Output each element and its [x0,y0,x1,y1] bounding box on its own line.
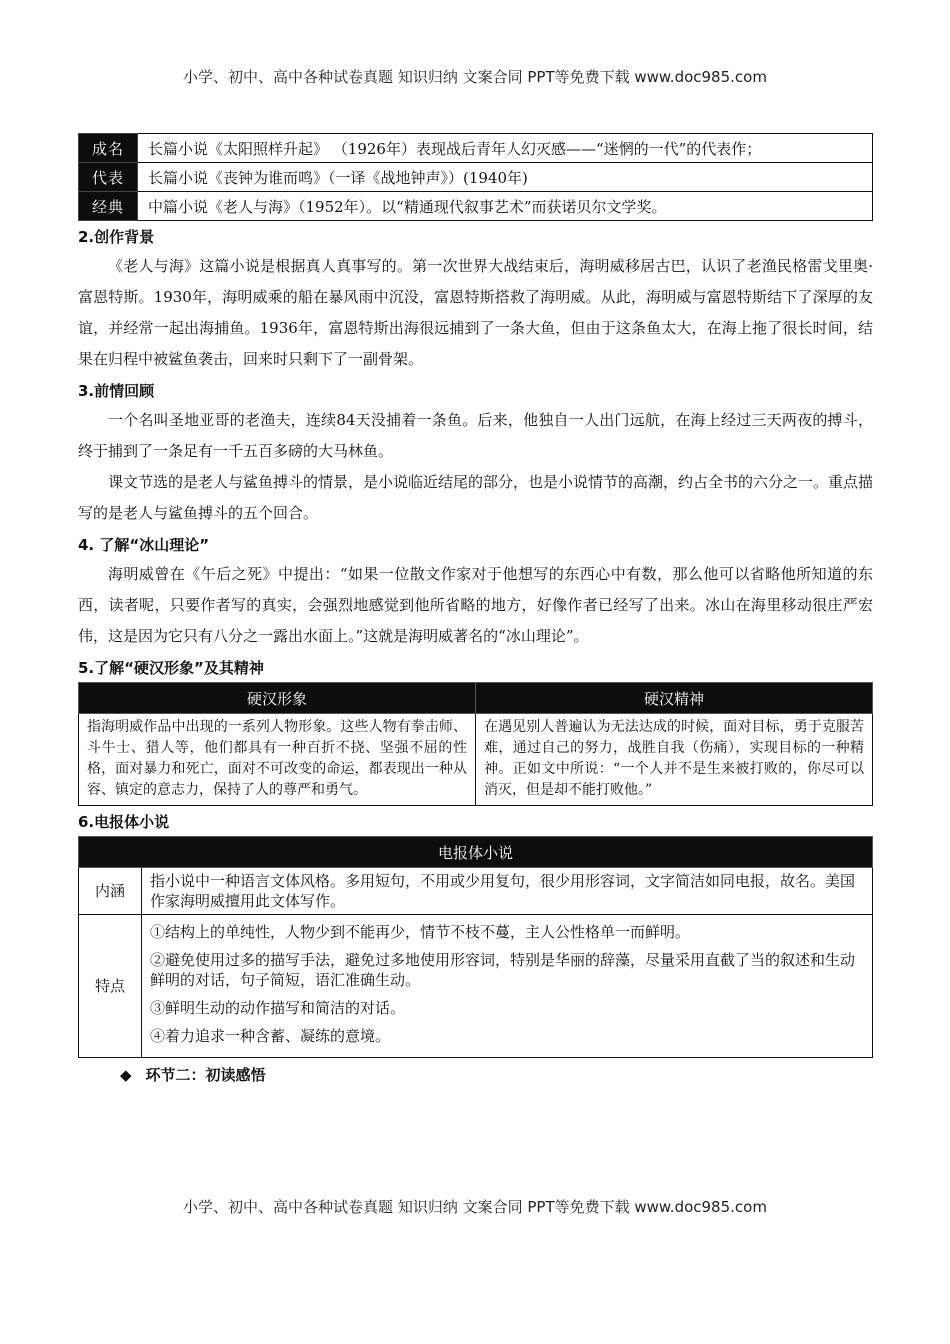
works-text: 长篇小说《太阳照样升起》 （1926年）表现战后青年人幻灭感——“迷惘的一代”的代表作； [138,134,873,163]
step-title: 环节二：初读感悟 [145,1066,266,1084]
connotation-text: 指小说中一种语言文体风格。多用短句，不用或少用复句，很少用形容词，文字简洁如同电报，故名。美国作家海明威擅用此文体写作。 [142,868,873,915]
iceberg-paragraph: 海明威曾在《午后之死》中提出：“如果一位散文作家对于他想写的东西心中有数，那么他可以省略他所知道的东西，读者呢，只要作者写的真实，会强烈地感觉到他所省略的地方，好像作者已经写了出来。冰山在海里移动很庄严宏伟，这是因为它只有八分之一露出水面上。”这就是海明威著名的“冰山理论”。 [78,565,873,645]
features-cell [142,915,873,1058]
recap-paragraph: 一个名叫圣地亚哥的老渔夫，连续84天没捕着一条鱼。后来，他独自一人出门远航，在海上经过三天两夜的搏斗，终于捕到了一条足有一千五百多磅的大马林鱼。 [78,411,873,460]
works-text: 中篇小说《老人与海》（1952年）。以“精通现代叙事艺术”而获诺贝尔文学奖。 [138,192,873,221]
works-table [78,133,873,221]
table-row [79,915,873,1058]
telegraph-table [78,836,873,1058]
document-body [78,133,873,1086]
tough-guy-spirit-cell: 在遇见别人普遍认为无法达成的时候，面对目标，勇于克服苦难，通过自己的努力，战胜自我（伤痛），实现目标的一种精神。正如文中所说：“一个人并不是生来被打败的，你尽可以消灭，但是却不能打败他。” [476,714,873,806]
feature-item: ②避免使用过多的描写手法，避免过多地使用形容词，特别是华丽的辞藻，尽量采用直截了当的叙述和生动鲜明的对话，句子简短，语汇准确生动。 [150,951,856,989]
column-header: 硬汉精神 [476,683,873,714]
feature-item: ③鲜明生动的动作描写和简洁的对话。 [150,999,406,1017]
tough-guy-image-cell: 指海明威作品中出现的一系列人物形象。这些人物有拳击师、斗牛士、猎人等，他们都具有一种百折不挠、坚强不屈的性格，面对暴力和死亡，面对不可改变的命运，都表现出一种从容、镇定的意志力，保持了人的尊严和勇气。 [79,714,476,806]
section-heading-iceberg: 4. 了解“冰山理论” [78,536,210,554]
step-heading [120,1064,873,1086]
recap-paragraph: 课文节选的是老人与鲨鱼搏斗的情景，是小说临近结尾的部分，也是小说情节的高潮，约占全书的六分之一。重点描写的是老人与鲨鱼搏斗的五个回合。 [78,473,874,522]
section-heading-recap: 3.前情回顾 [78,382,155,400]
row-label-connotation: 内涵 [79,868,142,915]
row-label-features: 特点 [79,915,142,1058]
table-row [79,868,873,915]
works-label: 代表 [79,163,138,192]
table-header-row [79,837,873,868]
feature-item: ④着力追求一种含蓄、凝练的意境。 [150,1027,391,1045]
section-heading-background: 2.创作背景 [78,228,155,246]
table-row [79,163,873,192]
table-row [79,192,873,221]
table-header-row [79,683,873,714]
works-label: 经典 [79,192,138,221]
background-paragraph: 《老人与海》这篇小说是根据真人真事写的。第一次世界大战结束后，海明威移居古巴，认识了老渔民格雷戈里奥·富恩特斯。1930年，海明威乘的船在暴风雨中沉没，富恩特斯搭救了海明威。从此，海明威与富恩特斯结下了深厚的友谊，并经常一起出海捕鱼。1936年，富恩特斯出海很远捕到了一条大鱼，但由于这条鱼太大，在海上拖了很长时间，结果在归程中被鲨鱼袭击，回来时只剩下了一副骨架。 [78,257,873,368]
diamond-bullet-icon: ◆ [120,1066,132,1084]
page-footer: 小学、初中、高中各种试卷真题 知识归纳 文案合同 PPT等免费下载 www.doc985.com [183,1198,767,1216]
section-heading-tough-guy: 5.了解“硬汉形象”及其精神 [78,659,264,677]
section-heading-telegraph: 6.电报体小说 [78,813,170,831]
feature-item: ①结构上的单纯性，人物少到不能再少，情节不枝不蔓，主人公性格单一而鲜明。 [150,923,691,941]
table-row [79,134,873,163]
works-text: 长篇小说《丧钟为谁而鸣》（一译《战地钟声》）(1940年) [138,163,873,192]
column-header: 硬汉形象 [79,683,476,714]
page-header: 小学、初中、高中各种试卷真题 知识归纳 文案合同 PPT等免费下载 www.doc985.com [183,68,767,86]
tough-guy-table [78,682,873,806]
telegraph-table-title: 电报体小说 [79,837,873,868]
table-row [79,714,873,806]
works-label: 成名 [79,134,138,163]
